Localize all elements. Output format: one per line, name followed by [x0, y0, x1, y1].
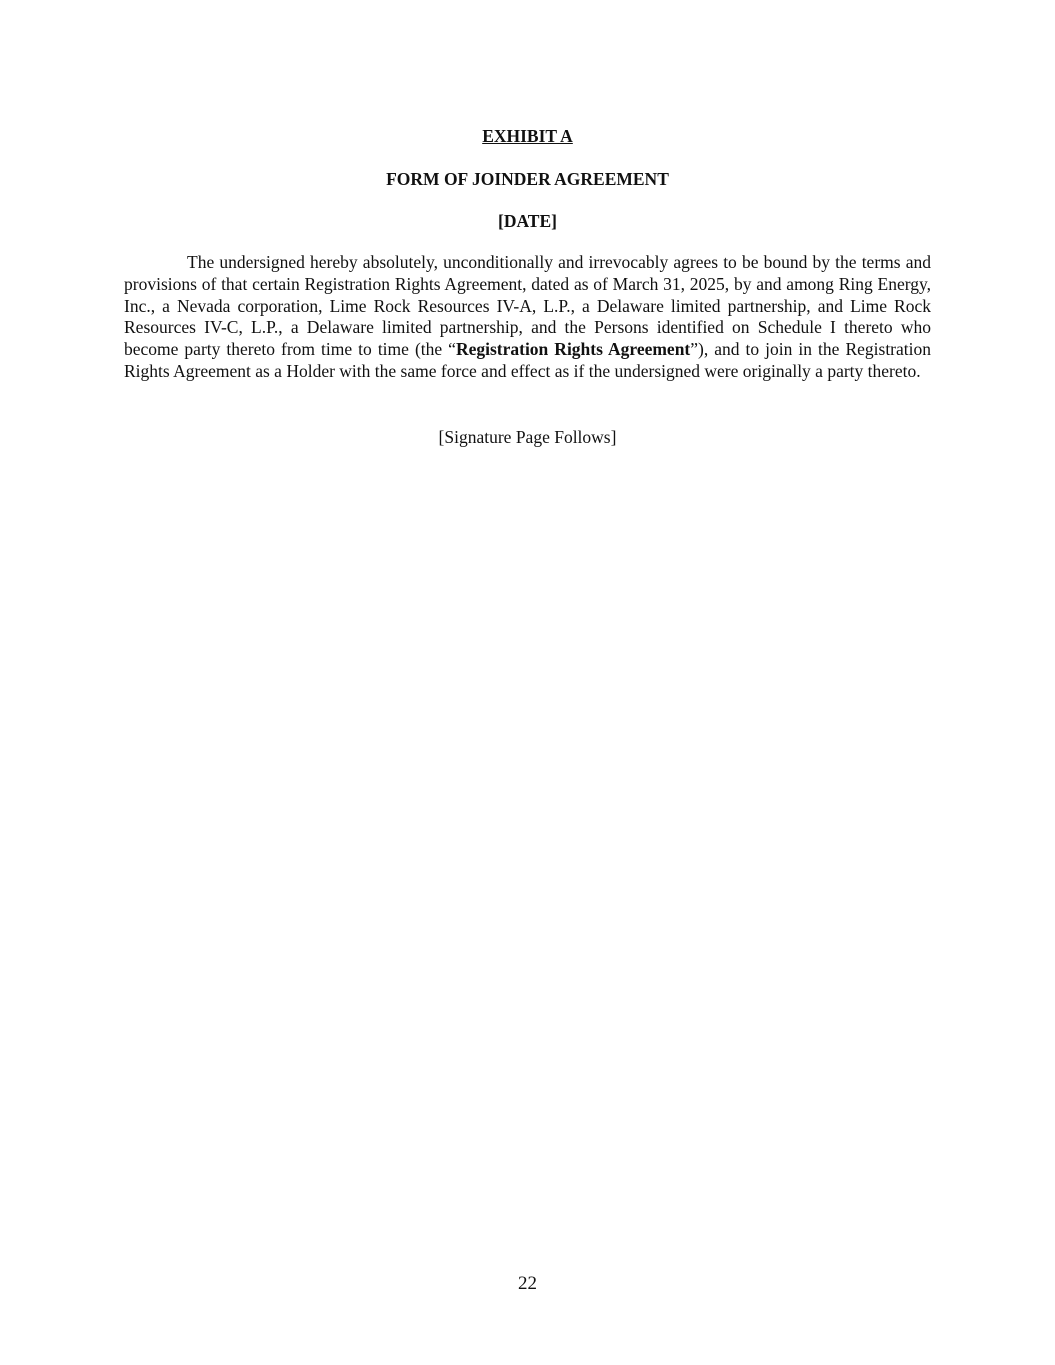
paragraph-text-part1: The undersigned hereby absolutely, unconditionally and irrevocably agrees to be bound by the terms and provisions of that certain Registration Rights Agreement, dated as of March 31, 2025, by and among Ring Energy, Inc., a Nevada corporation, Lime Rock Resources IV-A, L.P., a Delaware limited partnership, and Lime Rock Resources IV-C, L.P., a Delaware limited partnership, and the Persons identified on Schedule I thereto who become party thereto from time to time (the “ — [124, 252, 931, 360]
defined-term: Registration Rights Agreement — [455, 339, 691, 360]
date-placeholder: [DATE] — [498, 211, 557, 231]
signature-page-note: [Signature Page Follows] — [438, 427, 617, 447]
paragraph-text-part2: ”), and to join in the Registration Rights Agreement as a Holder with the same force and effect as if the undersigned were originally a party thereto. — [124, 339, 931, 381]
page-number: 22 — [518, 1273, 537, 1294]
exhibit-label: EXHIBIT A — [482, 126, 573, 146]
form-title: FORM OF JOINDER AGREEMENT — [386, 169, 669, 189]
joinder-paragraph — [124, 252, 931, 383]
